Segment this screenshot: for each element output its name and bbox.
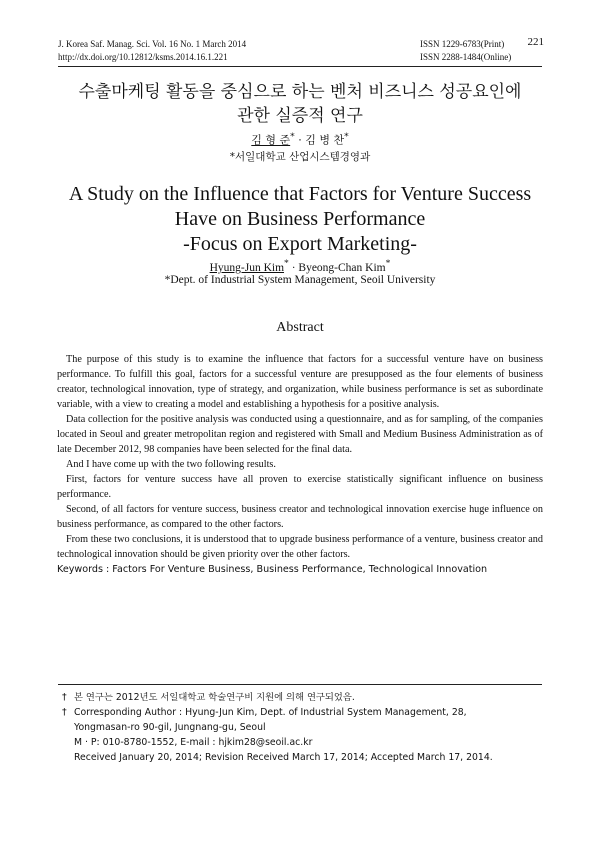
footnotes xyxy=(62,690,542,765)
abstract-paragraph: The purpose of this study is to examine the influence that factors for a successful venture have on business performance. To fulfill this goal, factors for a successful venture are presupposed as the four elements of business creator, technological innovation, type of strategy, and organization, while business performance is set as subordinate variable, with a view to creating a model and establishing a hypothesis for a positive analysis. xyxy=(57,354,543,410)
english-author-2: Byeong-Chan Kim xyxy=(298,261,386,274)
author-separator: · xyxy=(294,133,306,147)
doi-link[interactable]: http://dx.doi.org/10.12812/ksms.2014.16.1.221 xyxy=(58,52,228,62)
received-dates: Received January 20, 2014; Revision Received March 17, 2014; Accepted March 17, 2014. xyxy=(74,752,493,763)
korean-authors xyxy=(0,131,600,148)
author-mark: * xyxy=(385,258,391,269)
keywords: Keywords : Factors For Venture Business, Business Performance, Technological Innovation xyxy=(57,564,488,575)
funding-note: 본 연구는 2012년도 서일대학교 학술연구비 지원에 의해 연구되었음. xyxy=(74,692,355,703)
abstract-paragraph: From these two conclusions, it is understood that to upgrade business performance of a venture, business creator and technological innovation should be given priority over the other factors. xyxy=(57,534,543,560)
english-authors xyxy=(0,258,600,274)
abstract-paragraph: And I have come up with the two following results. xyxy=(66,459,276,470)
issn-online: ISSN 2288-1484(Online) xyxy=(420,52,512,62)
korean-title-line: 관한 실증적 연구 xyxy=(237,106,363,126)
korean-author-1: 김 형 준 xyxy=(251,133,291,147)
korean-affiliation: *서일대학교 산업시스템경영과 xyxy=(229,151,371,163)
english-author-1: Hyung-Jun Kim xyxy=(209,261,285,274)
dagger-mark: † xyxy=(62,692,67,703)
english-title-line: Have on Business Performance xyxy=(174,208,426,230)
footnote-corresponding xyxy=(62,705,542,720)
corresponding-address: Yongmasan-ro 90-gil, Jungnang-gu, Seoul xyxy=(74,722,266,733)
korean-author-2: 김 병 찬 xyxy=(305,133,345,147)
korean-title-line: 수출마케팅 활동을 중심으로 하는 벤처 비즈니스 성공요인에 xyxy=(78,82,522,102)
abstract-paragraph: Second, of all factors for venture success, business creator and technological innovation exercise huge influence on business performance, as compared to the other factors. xyxy=(57,504,543,530)
abstract-paragraph: Data collection for the positive analysis was conducted using a questionnaire, and as for sampling, of the companies located in Seoul and greater metropolitan region and registered with Small and Medium Business Administration as of late December 2012, 98 companies have been selected for the final data. xyxy=(57,414,543,455)
author-mark: * xyxy=(344,131,349,142)
footnote-divider xyxy=(58,684,542,685)
english-subtitle: -Focus on Export Marketing- xyxy=(183,233,417,255)
dagger-mark: † xyxy=(62,707,67,718)
abstract-paragraph: First, factors for venture success have all proven to exercise statistically significant influence on business performance. xyxy=(57,474,543,500)
english-title-line: A Study on the Influence that Factors for Venture Success xyxy=(68,183,532,205)
issn-print: ISSN 1229-6783(Print) xyxy=(420,39,505,49)
abstract-body xyxy=(57,352,543,577)
corresponding-contact: M · P: 010-8780-1552, E-mail : hjkim28@seoil.ac.kr xyxy=(74,737,313,748)
abstract-heading: Abstract xyxy=(276,320,324,335)
issn-block xyxy=(420,38,511,64)
author-mark: * xyxy=(284,258,289,269)
running-header xyxy=(58,38,246,64)
page-number: 221 xyxy=(527,36,544,48)
corresponding-author: Corresponding Author : Hyung-Jun Kim, Dept. of Industrial System Management, 28, xyxy=(74,707,467,718)
footnote-funding xyxy=(62,690,542,705)
author-mark: * xyxy=(290,131,295,142)
journal-citation: J. Korea Saf. Manag. Sci. Vol. 16 No. 1 March 2014 xyxy=(58,39,247,49)
english-title xyxy=(40,182,560,257)
author-separator: · xyxy=(288,261,299,274)
header-divider xyxy=(58,66,542,67)
english-affiliation: *Dept. of Industrial System Management, Seoil University xyxy=(164,274,436,286)
korean-title xyxy=(50,80,550,128)
